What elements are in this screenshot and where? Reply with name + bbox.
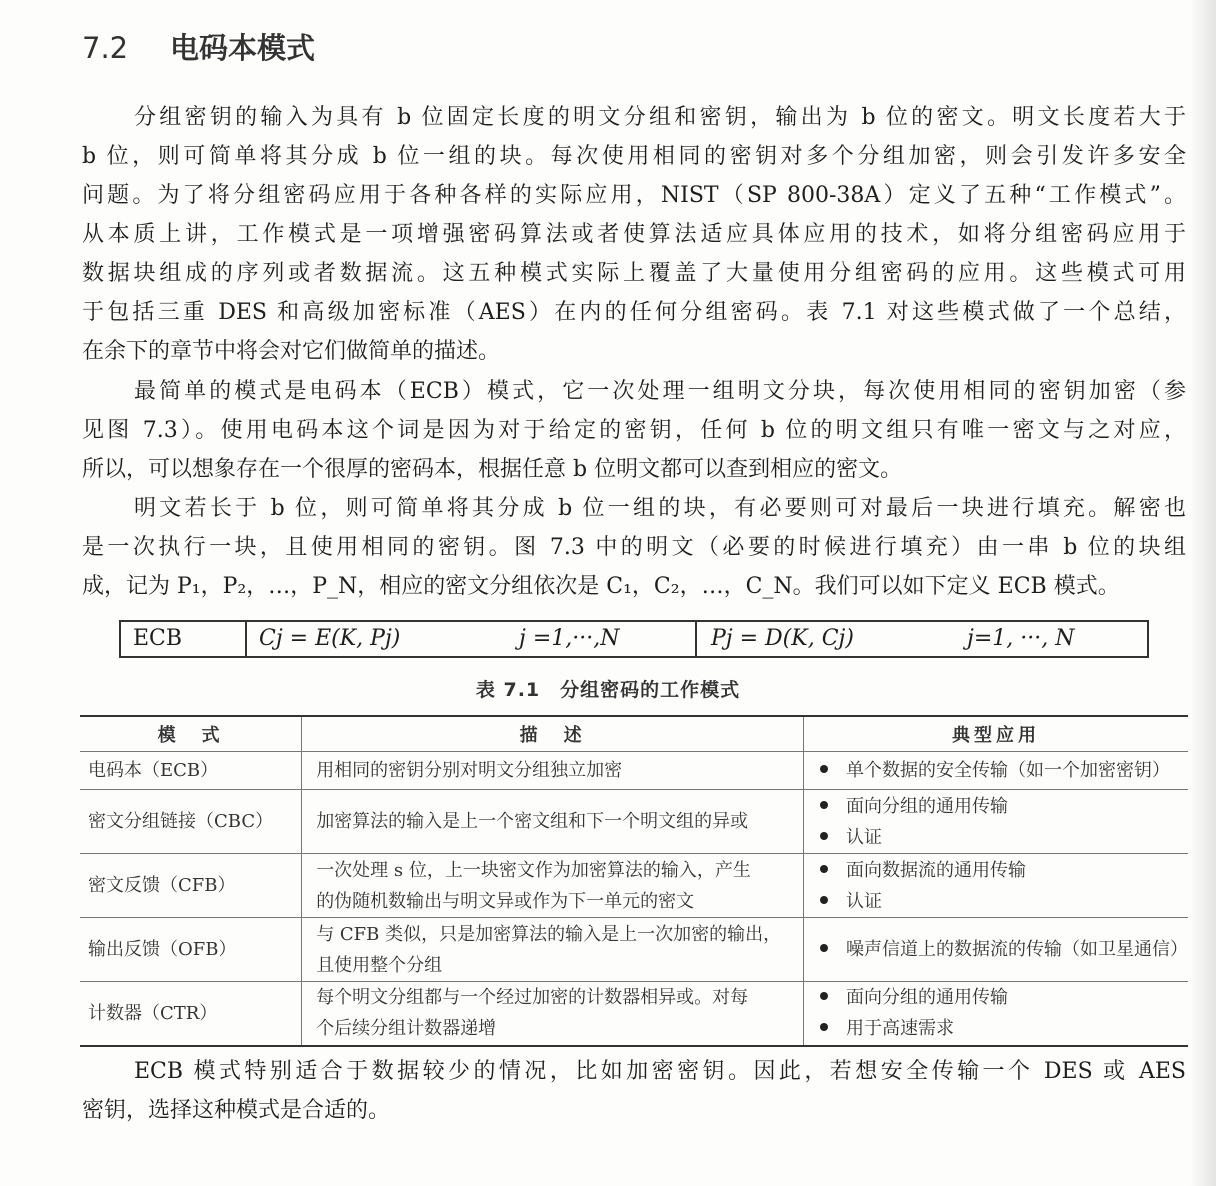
formula-divider <box>695 622 697 656</box>
paragraph-2 <box>82 372 1186 489</box>
application-item: 认证 <box>820 822 1188 853</box>
mode-cell: 密文分组链接（CBC） <box>80 790 302 854</box>
description-line: 一次处理 s 位，上一块密文作为加密算法的输入，产生 <box>316 859 751 881</box>
modes-table <box>80 715 1188 1047</box>
bullet-icon <box>820 992 828 1000</box>
bullet-icon <box>820 896 828 904</box>
description-cell <box>302 752 804 790</box>
header-applications: 典型应用 <box>804 716 1189 752</box>
bullet-icon <box>820 944 828 952</box>
formula-label: ECB <box>133 626 183 651</box>
bullet-icon <box>820 801 828 809</box>
table-row <box>80 752 1188 790</box>
text-line: 从本质上讲，工作模式是一项增强密码算法或者使算法适应具体应用的技术，如将分组密码应用于 <box>82 222 1186 247</box>
description-cell <box>302 982 804 1046</box>
text-line: 所以，可以想象存在一个很厚的密码本，根据任意 b 位明文都可以查到相应的密文。 <box>82 457 903 482</box>
application-item: 噪声信道上的数据流的传输（如卫星通信） <box>820 934 1188 965</box>
header-description: 描 述 <box>302 716 804 752</box>
description-line: 用相同的密钥分别对明文分组独立加密 <box>316 760 623 781</box>
text-line: 见图 7.3）。使用电码本这个词是因为对于给定的密钥，任何 b 位的明文组只有唯一密文与之对应， <box>82 418 1186 443</box>
bullet-icon <box>820 865 828 873</box>
application-item: 面向分组的通用传输 <box>820 982 1188 1013</box>
section-heading <box>82 26 315 70</box>
section-number: 7.2 <box>82 31 129 65</box>
paragraph-closing <box>82 1052 1186 1130</box>
text-line: ECB 模式特别适合于数据较少的情况，比如加密密钥。因此，若想安全传输一个 DES 或 AES <box>134 1059 1186 1084</box>
description-line: 与 CFB 类似，只是加密算法的输入是上一次加密的输出， <box>316 923 782 945</box>
formula-decrypt: Pj = D(K, Cj) <box>711 626 854 651</box>
description-line: 的伪随机数输出与明文异或作为下一单元的密文 <box>316 890 695 912</box>
text-line: 密钥，选择这种模式是合适的。 <box>82 1098 391 1123</box>
table-header-row <box>80 716 1188 752</box>
page-edge-shadow <box>1190 0 1216 1186</box>
bullet-icon <box>820 765 828 773</box>
paragraph-3 <box>82 489 1186 606</box>
applications-cell <box>804 918 1189 982</box>
text-line: 数据块组成的序列或者数据流。这五种模式实际上覆盖了大量使用分组密码的应用。这些模式可用 <box>82 261 1186 286</box>
text-line: 最简单的模式是电码本（ECB）模式，它一次处理一组明文分块，每次使用相同的密钥加密（参 <box>134 379 1186 404</box>
applications-cell <box>804 752 1189 790</box>
text-line: 是一次执行一块，且使用相同的密钥。图 7.3 中的明文（必要的时候进行填充）由一串 b 位的块组 <box>82 535 1186 560</box>
application-item: 面向分组的通用传输 <box>820 791 1188 822</box>
applications-cell <box>804 790 1189 854</box>
text-line: 在余下的章节中将会对它们做简单的描述。 <box>82 339 501 364</box>
description-line: 加密算法的输入是上一个密文组和下一个明文组的异或 <box>316 811 749 832</box>
applications-cell <box>804 982 1189 1046</box>
text-line: b 位，则可简单将其分成 b 位一组的块。每次使用相同的密钥对多个分组加密，则会引发许多安全 <box>82 144 1186 169</box>
table-row <box>80 982 1188 1046</box>
text-line: 明文若长于 b 位，则可简单将其分成 b 位一组的块，有必要则可对最后一块进行填充。解密也 <box>134 496 1186 521</box>
header-mode: 模 式 <box>80 716 302 752</box>
applications-cell <box>804 854 1189 918</box>
application-item: 单个数据的安全传输（如一个加密密钥） <box>820 755 1188 786</box>
description-line: 每个明文分组都与一个经过加密的计数器相异或。对每 <box>316 987 749 1009</box>
application-item: 面向数据流的通用传输 <box>820 855 1188 886</box>
mode-cell: 密文反馈（CFB） <box>80 854 302 918</box>
bullet-icon <box>820 1023 828 1031</box>
formula-divider <box>245 622 247 656</box>
text-line: 成，记为 P₁，P₂，…，P_N，相应的密文分组依次是 C₁，C₂，…，C_N。我们可以如下定义 ECB 模式。 <box>82 574 1120 599</box>
section-title: 电码本模式 <box>170 31 316 65</box>
description-line: 且使用整个分组 <box>316 954 443 976</box>
text-line: 问题。为了将分组密码应用于各种各样的实际应用，NIST（SP 800-38A）定义了五种“工作模式”。 <box>82 183 1186 208</box>
mode-cell: 电码本（ECB） <box>80 752 302 790</box>
table-caption: 表 7.1 分组密码的工作模式 <box>475 679 741 701</box>
text-line: 于包括三重 DES 和高级加密标准（AES）在内的任何分组密码。表 7.1 对这些模式做了一个总结， <box>82 300 1186 325</box>
application-item: 认证 <box>820 886 1188 917</box>
description-cell <box>302 854 804 918</box>
formula-encrypt-range: j =1,···,N <box>519 626 620 651</box>
application-item: 用于高速需求 <box>820 1013 1188 1044</box>
table-row <box>80 918 1188 982</box>
table-row <box>80 790 1188 854</box>
description-cell <box>302 918 804 982</box>
mode-cell: 计数器（CTR） <box>80 982 302 1046</box>
description-cell <box>302 790 804 854</box>
formula-decrypt-range: j=1, ···, N <box>967 626 1075 651</box>
ecb-formula-box <box>119 620 1149 658</box>
formula-encrypt: Cj = E(K, Pj) <box>259 626 401 651</box>
mode-cell: 输出反馈（OFB） <box>80 918 302 982</box>
description-line: 个后续分组计数器递增 <box>316 1018 497 1040</box>
text-line: 分组密钥的输入为具有 b 位固定长度的明文分组和密钥，输出为 b 位的密文。明文长度若大于 <box>134 105 1186 130</box>
table-row <box>80 854 1188 918</box>
bullet-icon <box>820 832 828 840</box>
paragraph-1 <box>82 98 1186 371</box>
